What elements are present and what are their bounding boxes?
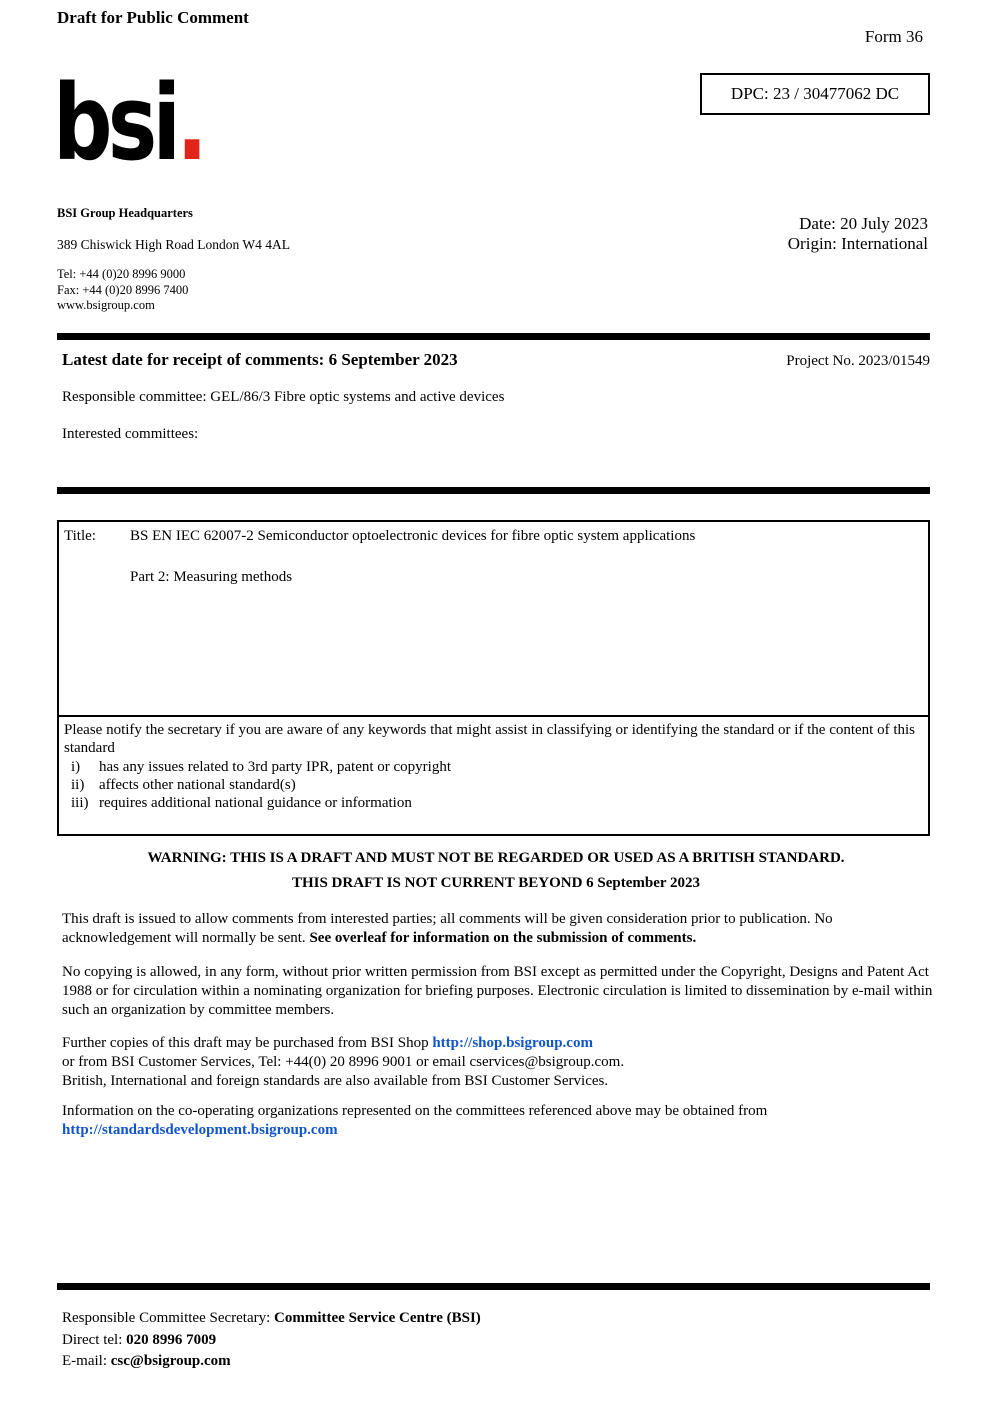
list-item-numeral: ii) [71, 777, 85, 793]
latest-date-for-comments: Latest date for receipt of comments: 6 September 2023 [62, 350, 458, 369]
project-number: Project No. 2023/01549 [786, 353, 930, 369]
origin-line: Origin: International [787, 234, 928, 253]
standards-availability-line: British, International and foreign standards are also available from BSI Customer Services. [62, 1073, 609, 1089]
paragraph-text: This draft is issued to allow comments from interested parties; all comments will be given consideration prior to publication. No acknowledgement will normally be sent. [62, 911, 833, 946]
committee-secretary-line [62, 1308, 481, 1330]
bsi-logo-text: bsi [53, 62, 177, 184]
further-copies-paragraph [62, 1034, 934, 1091]
list-item-text: requires additional national guidance or information [99, 795, 412, 811]
draft-warning-line2: THIS DRAFT IS NOT CURRENT BEYOND 6 September 2023 [291, 875, 701, 891]
cooperating-organizations-paragraph [62, 1102, 934, 1140]
no-copying-paragraph: No copying is allowed, in any form, without prior written permission from BSI except as permitted under the Copyright, Designs and Patent Act 1988 or for circulation within a nominating organization for briefing purposes. Electronic circulation is limited to dissemination by e-mail within such an organization by committee members. [62, 964, 933, 1018]
bsi-logo-dot: . [176, 62, 208, 184]
keywords-list [71, 758, 922, 812]
list-item [71, 794, 922, 812]
list-item [71, 776, 922, 794]
form-number: Form 36 [864, 27, 923, 46]
paragraph-text: Further copies of this draft may be purchased from BSI Shop [62, 1035, 433, 1051]
title-box [57, 520, 930, 717]
divider-bar-middle [57, 487, 930, 494]
further-copies-line [62, 1034, 934, 1053]
list-item-numeral: iii) [71, 795, 89, 811]
standard-part-title: Part 2: Measuring methods [130, 569, 293, 585]
standard-title: BS EN IEC 62007-2 Semiconductor optoelectronic devices for fibre optic system applications [130, 528, 696, 544]
draft-for-public-comment-label: Draft for Public Comment [57, 8, 249, 27]
standards-development-link[interactable]: http://standardsdevelopment.bsigroup.com [62, 1122, 338, 1138]
date-origin-block [788, 214, 928, 254]
responsible-committee: Responsible committee: GEL/86/3 Fibre optic systems and active devices [62, 389, 505, 405]
list-item-text: affects other national standard(s) [99, 777, 296, 793]
see-overleaf-note: See overleaf for information on the submission of comments. [309, 930, 697, 946]
date-line: Date: 20 July 2023 [799, 214, 928, 233]
list-item-text: has any issues related to 3rd party IPR, patent or copyright [99, 759, 452, 775]
bsi-address: 389 Chiswick High Road London W4 4AL [57, 237, 290, 252]
draft-warning-line1: WARNING: THIS IS A DRAFT AND MUST NOT BE REGARDED OR USED AS A BRITISH STANDARD. [147, 850, 845, 866]
dpc-number: DPC: 23 / 30477062 DC [730, 84, 900, 103]
secretary-value: Committee Service Centre (BSI) [274, 1310, 481, 1326]
bsi-fax: Fax: +44 (0)20 8996 7400 [57, 282, 189, 297]
direct-tel-line [62, 1330, 481, 1352]
secretary-label: Responsible Committee Secretary: [62, 1310, 275, 1326]
interested-committees: Interested committees: [62, 426, 199, 442]
keywords-intro: Please notify the secretary if you are aware of any keywords that might assist in classifying or identifying the standard or if the content of this standard [64, 722, 916, 756]
divider-bar-bottom [57, 1283, 930, 1290]
email-label: E-mail: [62, 1353, 111, 1369]
tel-label: Direct tel: [62, 1331, 127, 1348]
divider-bar-top [57, 333, 930, 340]
title-label: Title: [64, 528, 96, 544]
bsi-website: www.bsigroup.com [57, 298, 155, 312]
paragraph-text: Information on the co-operating organizations represented on the committees referenced above may be obtained from [62, 1103, 768, 1119]
comments-consideration-paragraph [62, 910, 934, 948]
customer-services-line: or from BSI Customer Services, Tel: +44(0) 20 8996 9001 or email cservices@bsigroup.com. [62, 1054, 625, 1070]
keywords-notice-box [57, 715, 930, 836]
email-line [62, 1351, 481, 1373]
draft-warning [0, 846, 992, 896]
bsi-headquarters-label: BSI Group Headquarters [57, 206, 193, 220]
bsi-logo [53, 62, 208, 184]
tel-value: 020 8996 7009 [126, 1331, 217, 1348]
list-item-numeral: i) [71, 759, 81, 775]
bsi-tel: Tel: +44 (0)20 8996 9000 [57, 267, 186, 281]
bsi-shop-link[interactable]: http://shop.bsigroup.com [432, 1035, 593, 1051]
footer-contact-block [62, 1308, 481, 1373]
email-value: csc@bsigroup.com [110, 1353, 231, 1369]
comments-deadline-row [62, 350, 930, 370]
list-item [71, 758, 922, 776]
dpc-number-box [700, 73, 930, 115]
bsi-contact-block [57, 267, 188, 314]
